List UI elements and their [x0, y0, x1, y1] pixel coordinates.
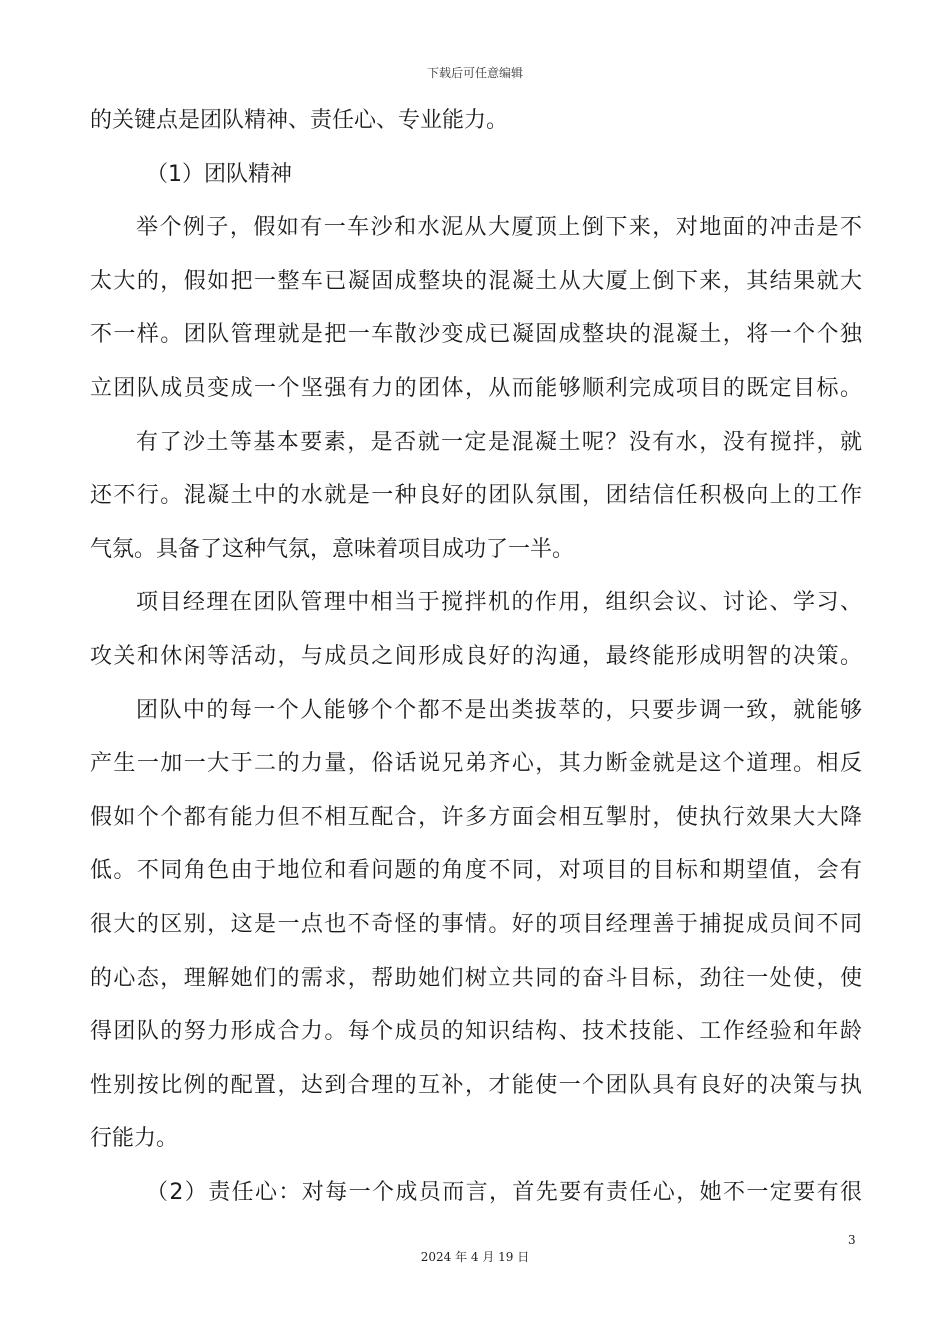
text-line: 的心态，理解她们的需求，帮助她们树立共同的奋斗目标，劲往一处使，使	[90, 965, 862, 991]
text-line: 得团队的努力形成合力。每个成员的知识结构、技术技能、工作经验和年龄	[90, 1019, 862, 1045]
footer-date: 2024 年 4 月 19 日	[420, 1250, 530, 1264]
text-line: 产生一加一大于二的力量，俗话说兄弟齐心，其力断金就是这个道理。相反	[90, 751, 862, 777]
text-line: 太大的，假如把一整车已凝固成整块的混凝土从大厦上倒下来，其结果就大	[90, 268, 862, 294]
page-number: 3	[848, 1233, 856, 1247]
text-line: 攻关和休闲等活动，与成员之间形成良好的沟通，最终能形成明智的决策。	[90, 643, 862, 669]
text-line: 还不行。混凝土中的水就是一种良好的团队氛围，团结信任积极向上的工作	[90, 483, 862, 509]
document-body	[90, 94, 862, 1219]
section-heading-team-spirit: （1）团队精神	[146, 161, 292, 187]
text-line: 项目经理在团队管理中相当于搅拌机的作用，组织会议、讨论、学习、	[136, 590, 862, 616]
text-line: 低。不同角色由于地位和看问题的角度不同，对项目的目标和期望值，会有	[90, 858, 862, 884]
text-line: 性别按比例的配置，达到合理的互补，才能使一个团队具有良好的决策与执	[90, 1072, 862, 1098]
text-line: 不一样。团队管理就是把一车散沙变成已凝固成整块的混凝土，将一个个独	[90, 322, 862, 348]
text-line: 团队中的每一个人能够个个都不是出类拔萃的，只要步调一致，就能够	[136, 697, 862, 723]
text-line: 很大的区别，这是一点也不奇怪的事情。好的项目经理善于捕捉成员间不同	[90, 911, 862, 937]
text-line: 立团队成员变成一个坚强有力的团体，从而能够顺利完成项目的既定目标。	[90, 375, 862, 401]
text-line: 假如个个都有能力但不相互配合，许多方面会相互掣肘，使执行效果大大降	[90, 804, 862, 830]
text-line: 举个例子，假如有一车沙和水泥从大厦顶上倒下来，对地面的冲击是不	[136, 215, 862, 241]
page-header: 下载后可任意编辑	[426, 66, 523, 80]
text-line: 有了沙土等基本要素，是否就一定是混凝土呢？没有水，没有搅拌，就	[136, 429, 862, 455]
text-line: 行能力。	[90, 1126, 179, 1152]
section-heading-responsibility: （2）责任心：对每一个成员而言，首先要有责任心，她不一定要有很	[146, 1179, 862, 1205]
text-line: 的关键点是团队精神、责任心、专业能力。	[90, 108, 509, 133]
text-line: 气氛。具备了这种气氛，意味着项目成功了一半。	[90, 536, 575, 562]
